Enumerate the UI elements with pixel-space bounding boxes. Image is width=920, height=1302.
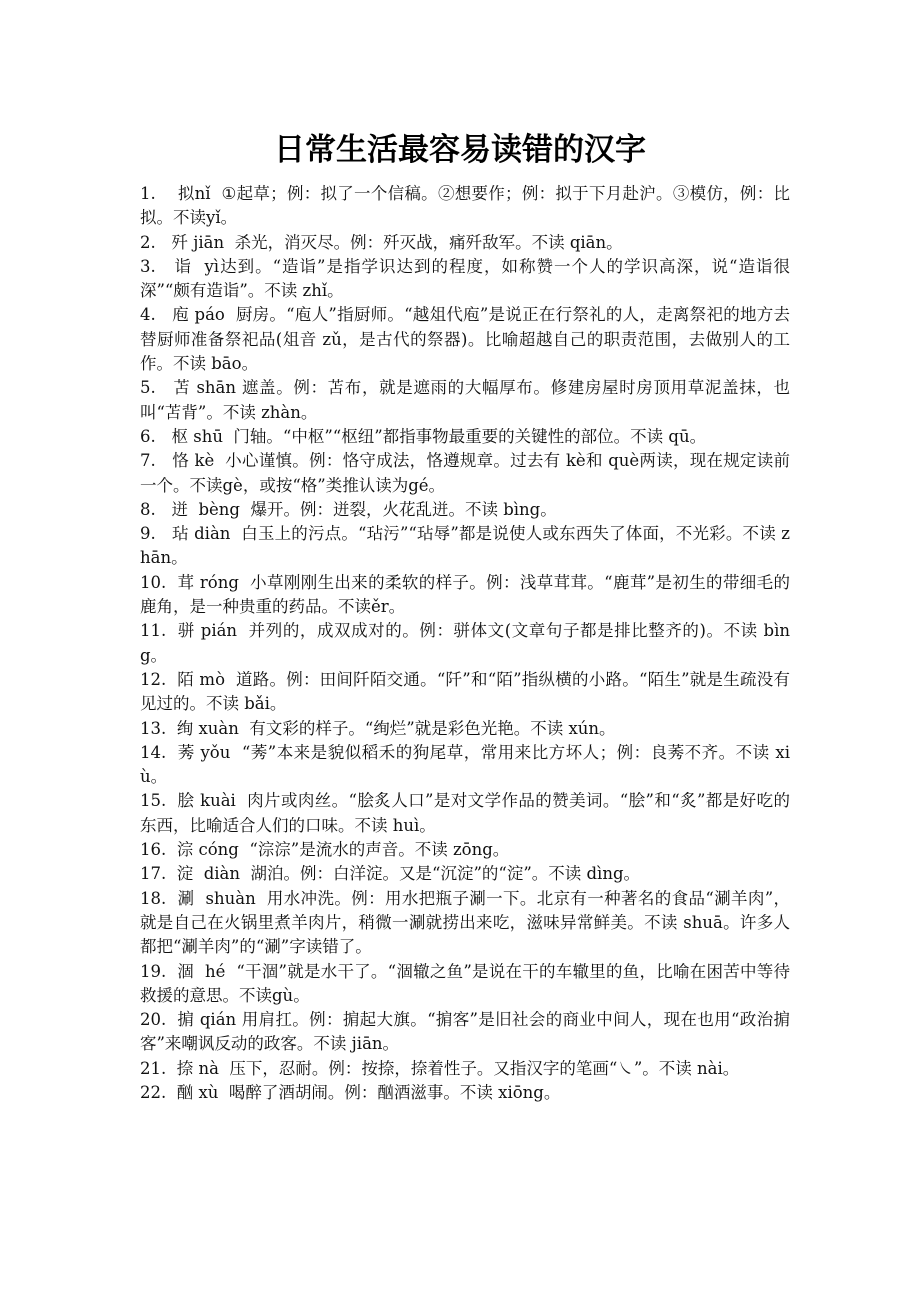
list-item: 3. 诣 yì达到。“造诣”是指学识达到的程度，如称赞一个人的学识高深，说“造诣很深”“颇有造诣”。不读 zhǐ。 xyxy=(140,256,790,301)
list-item: 14. 莠 yǒu “莠”本来是貌似稻禾的狗尾草，常用来比方坏人；例：良莠不齐。不读 xiù。 xyxy=(140,742,790,787)
list-item: 17. 淀 diàn 湖泊。例：白洋淀。又是“沉淀”的“淀”。不读 dìng。 xyxy=(140,864,641,884)
list-item: 12. 陌 mò 道路。例：田间阡陌交通。“阡”和“陌”指纵横的小路。“陌生”就是生疏没有见过的。不读 bǎi。 xyxy=(140,669,790,714)
list-item: 5. 苫 shān 遮盖。例：苫布，就是遮雨的大幅厚布。修建房屋时房顶用草泥盖抹，也叫“苫背”。不读 zhàn。 xyxy=(140,378,790,422)
list-item: 20. 掮 qián 用肩扛。例：掮起大旗。“掮客”是旧社会的商业中间人，现在也用“政治掮客”来嘲讽反动的政客。不读 jiān。 xyxy=(140,1010,790,1054)
list-item: 2. 歼 jiān 杀光，消灭尽。例：歼灭战，痛歼敌军。不读 qiān。 xyxy=(140,232,623,252)
list-item: 7. 恪 kè 小心谨慎。例：恪守成法，恪遵规章。过去有 kè和 què两读，现在规定读前一个。不读gè，或按“格”类推认读为gé。 xyxy=(140,451,790,495)
entry-list xyxy=(140,182,790,1105)
list-item: 6. 枢 shū 门轴。“中枢”“枢纽”都指事物最重要的关键性的部位。不读 qū。 xyxy=(140,426,707,446)
list-item: 21. 捺 nà 压下，忍耐。例：按捺，捺着性子。又指汉字的笔画“㇏”。不读 nài。 xyxy=(140,1058,740,1078)
list-item: 8. 迸 bèng 爆开。例：迸裂，火花乱迸。不读 bìng。 xyxy=(140,499,557,519)
list-item: 16. 淙 cóng “淙淙”是流水的声音。不读 zōng。 xyxy=(140,840,510,860)
list-item: 9. 玷 diàn 白玉上的污点。“玷污”“玷辱”都是说使人或东西失了体面，不光彩。不读 zhān。 xyxy=(140,524,790,568)
list-item: 19. 涸 hé “干涸”就是水干了。“涸辙之鱼”是说在干的车辙里的鱼，比喻在困苦中等待救援的意思。不读gù。 xyxy=(140,961,790,1005)
page-title: 日常生活最容易读错的汉字 xyxy=(274,132,646,168)
list-item: 1. 拟nǐ ①起草；例：拟了一个信稿。②想要作；例：拟于下月赴沪。③模仿，例：比拟。不读yǐ。 xyxy=(140,184,790,228)
list-item: 22. 酗 xù 喝醉了酒胡闹。例：酗酒滋事。不读 xiōng。 xyxy=(140,1082,561,1102)
list-item: 15. 脍 kuài 肉片或肉丝。“脍炙人口”是对文学作品的赞美词。“脍”和“炙”都是好吃的东西，比喻适合人们的口味。不读 huì。 xyxy=(140,791,790,835)
list-item: 18. 涮 shuàn 用水冲洗。例：用水把瓶子涮一下。北京有一种著名的食品“涮羊肉”，就是自己在火锅里煮羊肉片，稍微一涮就捞出来吃，滋味异常鲜美。不读 shuā。许多人都把“涮羊肉”的“涮”字读错了。 xyxy=(140,888,790,957)
list-item: 10. 茸 róng 小草刚刚生出来的柔软的样子。例：浅草茸茸。“鹿茸”是初生的带细毛的鹿角，是一种贵重的药品。不读ěr。 xyxy=(140,572,790,617)
list-item: 4. 庖 páo 厨房。“庖人”指厨师。“越俎代庖”是说正在行祭礼的人，走离祭祀的地方去替厨师准备祭祀品(俎音 zǔ，是古代的祭器)。比喻超越自己的职责范围，去做别人的工作。不读 bāo。 xyxy=(140,305,790,374)
list-item: 11. 骈 pián 并列的，成双成对的。例：骈体文(文章句子都是排比整齐的)。不读 bìng。 xyxy=(140,621,790,665)
list-item: 13. 绚 xuàn 有文彩的样子。“绚烂”就是彩色光艳。不读 xún。 xyxy=(140,718,616,738)
